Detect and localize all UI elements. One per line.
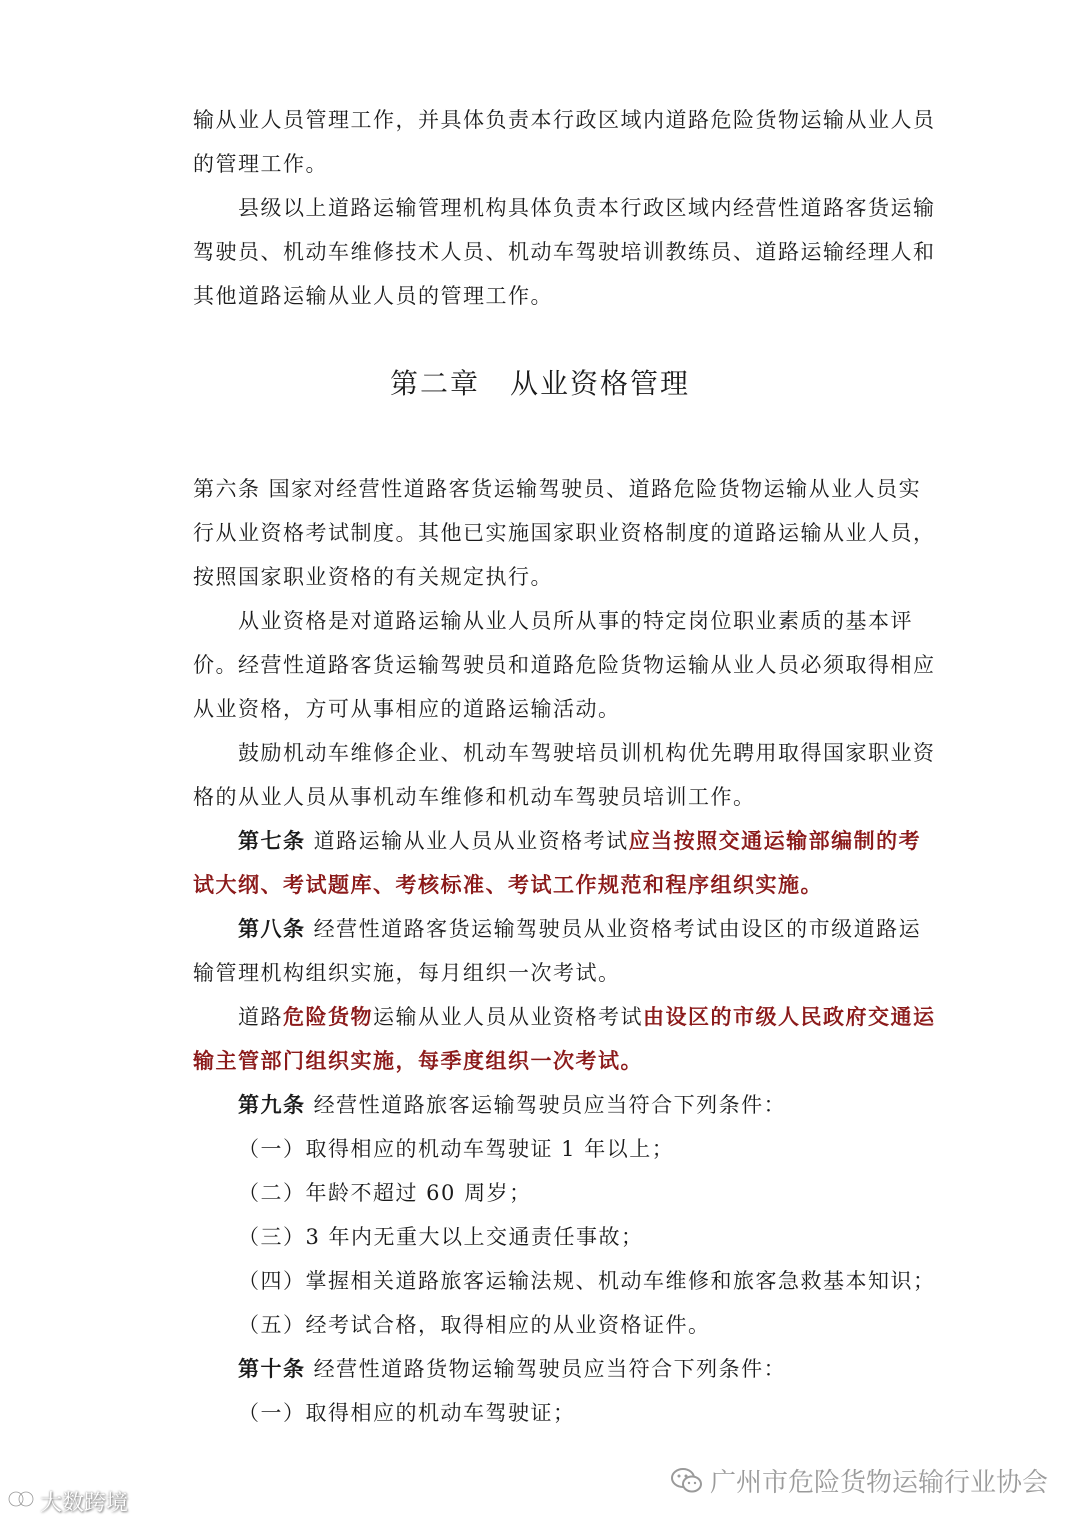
article-8-paragraph-2 <box>193 995 938 1083</box>
article-9-label: 第九条 <box>238 1092 306 1117</box>
article-10-text: 经营性道路货物运输驾驶员应当符合下列条件： <box>305 1357 787 1381</box>
article-9-item-5: （五）经考试合格，取得相应的从业资格证件。 <box>238 1313 711 1337</box>
article-8-p2-text-a: 道路 <box>238 1005 283 1029</box>
article-6: 第六条 国家对经营性道路客货运输驾驶员、道路危险货物运输从业人员实行从业资格考试制度。其他已实施国家职业资格制度的道路运输从业人员，按照国家职业资格的有关规定执行。 <box>193 477 936 589</box>
article-8-text: 经营性道路客货运输驾驶员从业资格考试由设区的市级道路运输管理机构组织实施，每月组织一次考试。 <box>193 917 922 985</box>
article-7-text: 道路运输从业人员从业资格考试 <box>305 829 629 853</box>
wechat-icon <box>670 1466 704 1496</box>
article-6-paragraph-2: 从业资格是对道路运输从业人员所从事的特定岗位职业素质的基本评价。 <box>193 609 913 677</box>
article-9-text: 经营性道路旅客运输驾驶员应当符合下列条件： <box>305 1093 787 1117</box>
article-10-label: 第十条 <box>238 1356 306 1381</box>
watermark-left <box>6 1486 128 1517</box>
article-8-p2-highlight-1: 危险货物 <box>283 1004 373 1029</box>
article-7-label: 第七条 <box>238 828 306 853</box>
article-7 <box>193 819 938 907</box>
watermark-right-text: 广州市危险货物运输行业协会 <box>709 1468 1048 1498</box>
article-10-item-1: （一）取得相应的机动车驾驶证； <box>238 1401 576 1425</box>
article-9-item-4: （四）掌握相关道路旅客运输法规、机动车维修和旅客急救基本知识； <box>238 1269 936 1293</box>
paragraph-continuation: 输从业人员管理工作，并具体负责本行政区域内道路危险货物运输从业人员的管理工作。 <box>193 108 936 176</box>
watermark-left-text: 大数跨境 <box>40 1491 129 1516</box>
chapter-title: 第二章 从业资格管理 <box>389 367 690 400</box>
article-6-paragraph-4: 鼓励机动车维修企业、机动车驾驶培员训机构优先聘用取得国家职业资格的从业人员从事机动车维修和机动车驾驶员培训工作。 <box>193 741 936 809</box>
article-10 <box>193 1347 938 1391</box>
article-8 <box>193 907 938 995</box>
article-7-highlight: 应当按照交通运输部编制的考试大纲、考试题库、考核标准、考试工作规范和程序组织实施。 <box>193 828 922 897</box>
article-9-item-1: （一）取得相应的机动车驾驶证 1 年以上； <box>238 1137 675 1161</box>
article-8-label: 第八条 <box>238 916 306 941</box>
article-8-p2-highlight-2: 由设区的市级人民政府交通运输主管部门组织实施，每季度组织一次考试。 <box>193 1004 936 1073</box>
article-9-item-3: （三）3 年内无重大以上交通责任事故； <box>238 1225 644 1249</box>
article-8-p2-text-b: 运输从业人员从业资格考试 <box>373 1005 643 1029</box>
article-9 <box>193 1083 938 1127</box>
article-6-paragraph-3: 经营性道路客货运输驾驶员和道路危险货物运输从业人员必须取得相应从业资格，方可从事相应的道路运输活动。 <box>193 653 936 721</box>
link-logo-icon <box>6 1487 36 1517</box>
paragraph-county-level: 县级以上道路运输管理机构具体负责本行政区域内经营性道路客货运输驾驶员、机动车维修技术人员、机动车驾驶培训教练员、道路运输经理人和其他道路运输从业人员的管理工作。 <box>193 196 936 308</box>
article-9-item-2: （二）年龄不超过 60 周岁； <box>238 1181 532 1205</box>
watermark-right <box>670 1462 1048 1499</box>
